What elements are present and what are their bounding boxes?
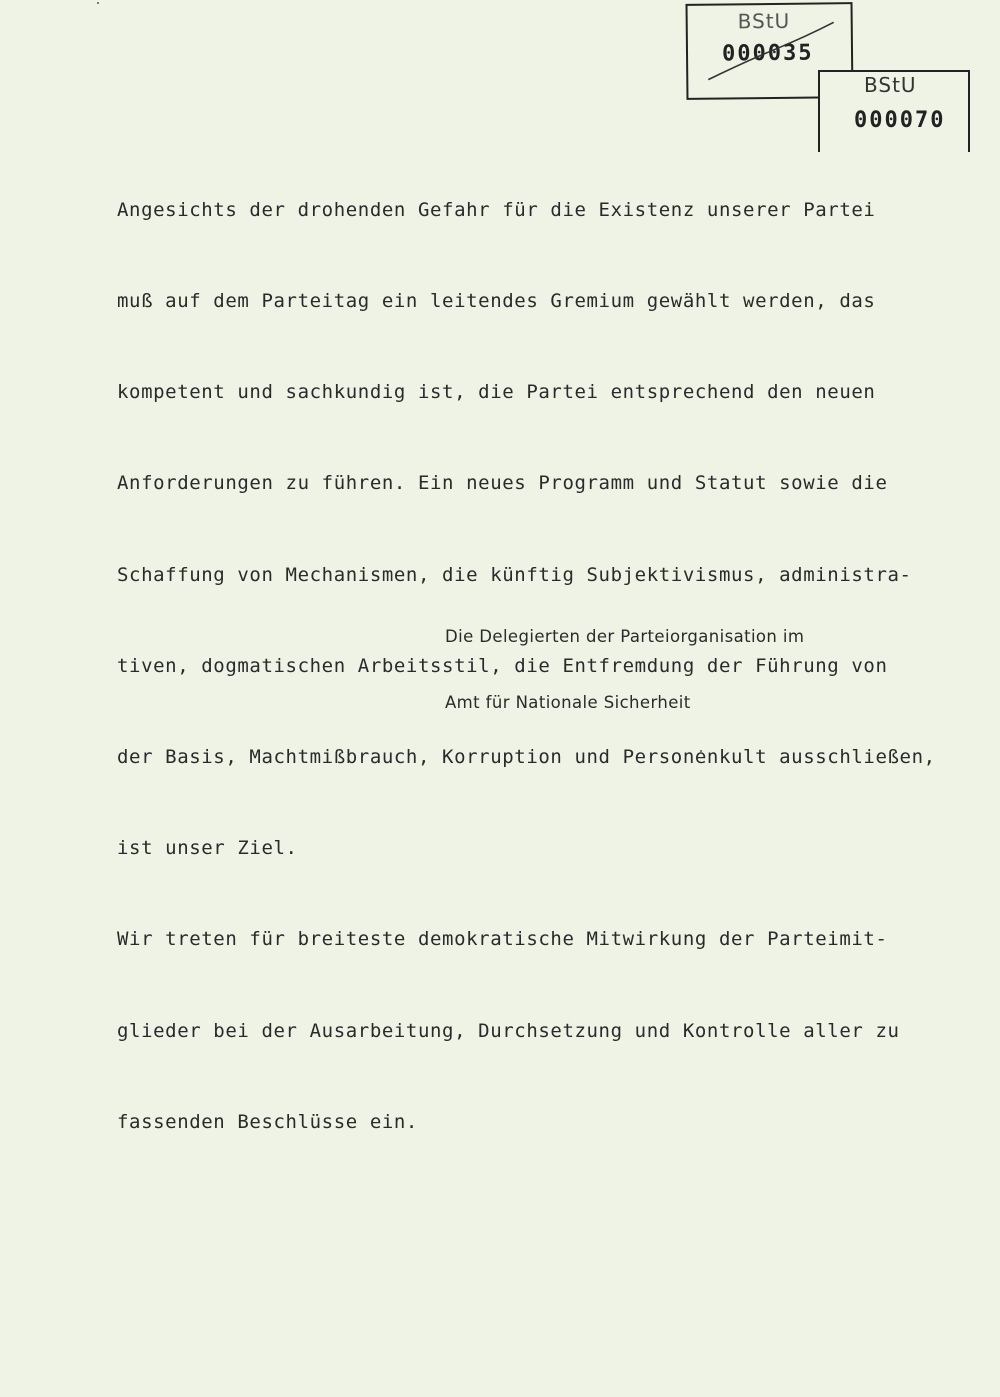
signature-block: [445, 582, 804, 736]
stamp-number: 000035: [721, 40, 814, 67]
paper-speck: [97, 2, 99, 4]
text-line: glieder bei der Ausarbeitung, Durchsetzung und Kontrolle aller zu: [117, 1019, 900, 1042]
stamp-label: BStU: [864, 73, 917, 97]
signature-line: Amt für Nationale Sicherheit: [445, 693, 691, 712]
text-line: muß auf dem Parteitag ein leitendes Gremium gewählt werden, das: [117, 290, 876, 313]
text-line: ist unser Ziel.: [117, 837, 298, 860]
signature-line: Die Delegierten der Parteiorganisation im: [445, 627, 805, 646]
stamp-label: BStU: [737, 8, 791, 34]
text-line: der Basis, Machtmißbrauch, Korruption und Personenkult ausschließen,: [117, 746, 936, 769]
text-line: fassenden Beschlüsse ein.: [117, 1110, 418, 1133]
strike-through-mark: [706, 20, 837, 81]
text-line: Schaffung von Mechanismen, die künftig Subjektivismus, administra-: [117, 563, 912, 586]
text-line: Wir treten für breiteste demokratische Mitwirkung der Parteimit-: [117, 928, 888, 951]
text-line: Angesichts der drohenden Gefahr für die Existenz unserer Partei: [117, 198, 876, 221]
text-line: kompetent und sachkundig ist, die Partei entsprechend den neuen: [117, 381, 876, 404]
text-line: tiven, dogmatischen Arbeitsstil, die Entfremdung der Führung von: [117, 654, 888, 677]
stamp-number: 000070: [854, 108, 946, 133]
text-line: Anforderungen zu führen. Ein neues Programm und Statut sowie die: [117, 472, 888, 495]
